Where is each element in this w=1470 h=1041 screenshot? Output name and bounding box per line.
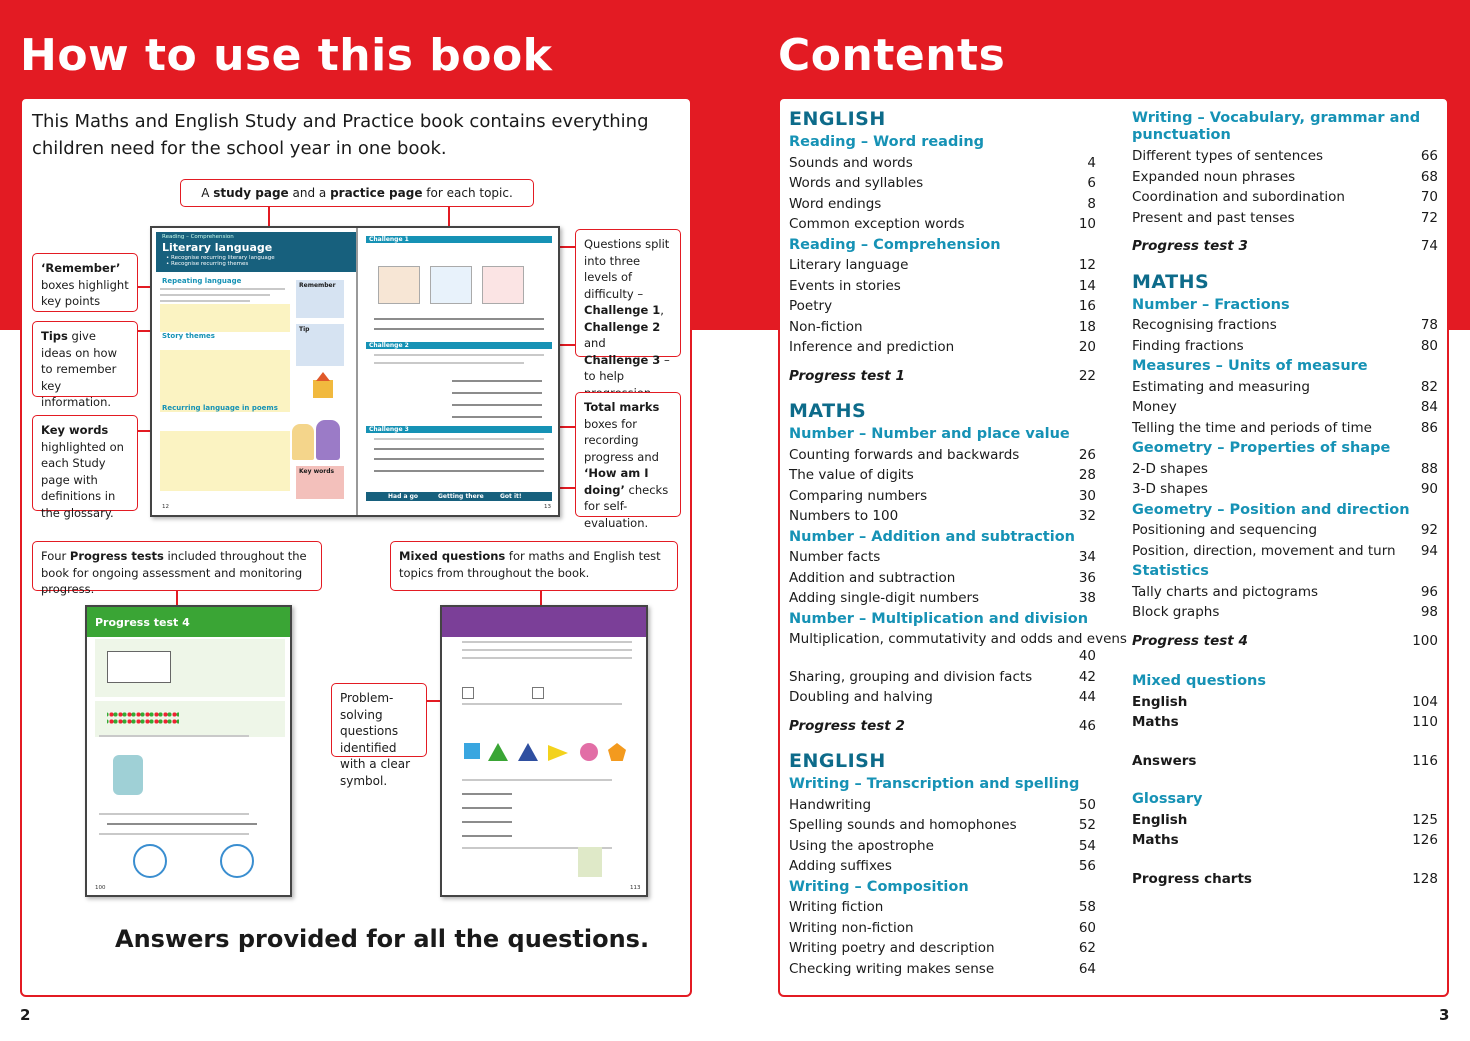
toc-entry: Writing non-fiction [789, 919, 914, 936]
toc-entry: Adding single-digit numbers [789, 590, 980, 606]
toc-progress-test: Progress test 4 [1132, 632, 1248, 649]
toc-entry: Words and syllables [789, 175, 924, 191]
toc-entry: Number facts [789, 549, 881, 565]
toc-page-number: 34 [1078, 549, 1096, 565]
toc-entry-bold: Answers [1132, 752, 1197, 769]
toc-page-number: 30 [1078, 487, 1096, 504]
toc-entry: The value of digits [789, 467, 914, 483]
intro-text: This Maths and English Study and Practice book contains everything children need for the school year in one book. [32, 111, 649, 159]
toc-entry: Literary language [789, 257, 909, 273]
toc-entry: Spelling sounds and homophones [789, 817, 1017, 833]
toc-progress-test: Progress test 1 [789, 367, 905, 384]
toc-page-number: 58 [1078, 899, 1096, 915]
toc-entry: Handwriting [789, 796, 872, 813]
toc-subheading: punctuation [1132, 127, 1231, 143]
toc-page-number: 32 [1078, 508, 1096, 524]
toc-entry: Non-fiction [789, 318, 863, 335]
toc-page-number: 10 [1078, 216, 1096, 232]
toc-entry-bold: Maths [1132, 714, 1179, 730]
toc-page-number: 12 [1078, 257, 1096, 273]
toc-entry: Different types of sentences [1132, 148, 1324, 164]
toc-page-number: 110 [1412, 714, 1438, 730]
toc-entry: Money [1132, 399, 1177, 415]
toc-section-heading: ENGLISH [789, 108, 886, 130]
toc-page-number: 66 [1420, 148, 1438, 164]
right-page-title: Contents [778, 30, 1006, 81]
toc-page-number: 128 [1412, 870, 1438, 887]
page-number-left: 2 [20, 1006, 31, 1024]
toc-entry: Multiplication, commutativity and odds and evens [789, 631, 1127, 647]
toc-page-number: 94 [1420, 542, 1438, 559]
shapes-row [462, 741, 632, 765]
left-page-title: How to use this book [20, 30, 553, 81]
toc-page-number: 78 [1420, 317, 1438, 333]
toc-page-number: 56 [1078, 858, 1096, 874]
toc-entry: Addition and subtraction [789, 569, 956, 586]
toc-page-number: 52 [1078, 817, 1096, 833]
toc-subheading: Number – Multiplication and division [789, 610, 1089, 627]
toc-page-number: 84 [1420, 399, 1438, 415]
toc-entry: 2-D shapes [1132, 460, 1208, 477]
toc-entry: Coordination and subordination [1132, 189, 1345, 205]
toc-entry: Telling the time and periods of time [1132, 419, 1372, 436]
toc-entry: Counting forwards and backwards [789, 446, 1020, 463]
toc-page-number: 98 [1420, 604, 1438, 620]
toc-entry-bold: Maths [1132, 832, 1179, 848]
toc-entry: Common exception words [789, 216, 965, 232]
toc-entry: Present and past tenses [1132, 209, 1295, 226]
toc-page-number: 68 [1420, 168, 1438, 185]
toc-subheading: Reading – Word reading [789, 134, 985, 150]
toc-page-number: 40 [1078, 648, 1096, 664]
toc-section-heading: ENGLISH [789, 750, 886, 772]
callout-problem-solving: Problem-solving questions identified with a clear symbol. [331, 683, 427, 757]
toc-subheading: Writing – Transcription and spelling [789, 776, 1080, 792]
arrow-line [540, 591, 542, 605]
toc-page-number: 22 [1078, 367, 1096, 384]
callout-key-words: Key words highlighted on each Study page with definitions in the glossary. [32, 415, 138, 511]
arrow-line [176, 591, 178, 605]
toc-progress-test: Progress test 2 [789, 717, 905, 734]
toc-entry: Doubling and halving [789, 689, 933, 705]
callout-tips: Tips give ideas on how to remember key information. [32, 321, 138, 397]
toc-entry: Expanded noun phrases [1132, 168, 1296, 185]
toc-entry: Writing poetry and description [789, 940, 995, 956]
toc-section-heading: MATHS [1132, 270, 1210, 293]
princess-illustration [292, 424, 314, 460]
toc-page-number: 60 [1078, 919, 1096, 936]
toc-page-number: 116 [1412, 752, 1438, 769]
toc-page-number: 54 [1078, 837, 1096, 854]
toc-page-number: 100 [1412, 632, 1438, 649]
callout-remember: ‘Remember’ boxes highlight key points [32, 253, 138, 312]
toc-subheading: Geometry – Position and direction [1132, 501, 1410, 518]
toc-page-number: 64 [1078, 960, 1096, 977]
toc-entry: Writing fiction [789, 899, 884, 915]
toc-subheading: Writing – Composition [789, 878, 969, 895]
toc-page-number: 82 [1420, 378, 1438, 395]
toc-page-number: 125 [1412, 811, 1438, 828]
callout-challenges: Questions split into three levels of difficulty – Challenge 1, Challenge 2 and Challenge 3 – to help [575, 229, 681, 357]
toc-page-number: 6 [1087, 175, 1096, 191]
toc-page-number: 4 [1087, 154, 1096, 171]
callout-total-marks: Total marks boxes for recording progress and ‘How am I doing’ checks for self-evaluation. [575, 392, 681, 517]
toc-page-number: 46 [1078, 717, 1096, 734]
toc-entry: Comparing numbers [789, 487, 928, 504]
callout-mixed-questions: Mixed questions for maths and English test topics from throughout the book. [390, 541, 678, 591]
toc-entry-bold: Progress charts [1132, 870, 1252, 887]
toc-page-number: 86 [1420, 419, 1438, 436]
toc-page-number: 104 [1412, 693, 1438, 710]
toc-entry: Adding suffixes [789, 858, 892, 874]
toc-entry: Word endings [789, 195, 882, 212]
toc-page-number: 44 [1078, 689, 1096, 705]
toc-entry: Events in stories [789, 277, 901, 294]
toc-subheading: Geometry – Properties of shape [1132, 440, 1391, 456]
toc-page-number: 126 [1412, 832, 1438, 848]
toc-entry: Poetry [789, 298, 833, 314]
toc-entry: Tally charts and pictograms [1132, 583, 1319, 600]
toc-page-number: 16 [1078, 298, 1096, 314]
toc-entry-bold: English [1132, 693, 1188, 710]
toc-page-number: 42 [1078, 668, 1096, 685]
toc-page-number: 38 [1078, 590, 1096, 606]
toc-subheading: Number – Addition and subtraction [789, 528, 1075, 545]
toc-page-number: 28 [1078, 467, 1096, 483]
toc-page-number: 96 [1420, 583, 1438, 600]
toc-entry: Recognising fractions [1132, 317, 1277, 333]
toc-entry: Inference and prediction [789, 339, 955, 355]
mixed-questions-thumbnail: 113 [440, 605, 648, 897]
toc-page-number: 8 [1087, 195, 1096, 212]
toc-entry: Numbers to 100 [789, 508, 899, 524]
toc-subheading: Writing – Vocabulary, grammar and [1132, 110, 1421, 126]
toc-entry: 3-D shapes [1132, 481, 1208, 497]
toc-page-number: 88 [1420, 460, 1438, 477]
toc-entry-bold: English [1132, 811, 1188, 828]
toc-progress-test: Progress test 3 [1132, 238, 1248, 254]
toc-entry: Using the apostrophe [789, 837, 934, 854]
toc-entry: Block graphs [1132, 604, 1220, 620]
toc-page-number: 72 [1420, 209, 1438, 226]
toc-subheading: Mixed questions [1132, 673, 1266, 689]
toc-entry: Sharing, grouping and division facts [789, 668, 1033, 685]
toc-page-number: 74 [1420, 238, 1438, 254]
toc-page-number: 92 [1420, 522, 1438, 538]
toc-page-number: 14 [1078, 277, 1096, 294]
toc-subheading: Glossary [1132, 791, 1203, 807]
progress-test-thumbnail: Progress test 4 100 [85, 605, 292, 897]
castle-illustration [310, 372, 336, 400]
toc-section-heading: MATHS [789, 400, 867, 422]
toc-page-number: 70 [1420, 189, 1438, 205]
toc-entry: Estimating and measuring [1132, 378, 1310, 395]
toc-page-number: 50 [1078, 796, 1096, 813]
toc-entry: Finding fractions [1132, 337, 1244, 354]
toc-subheading: Statistics [1132, 563, 1209, 579]
page-number-right: 3 [1439, 1006, 1450, 1024]
toc-entry: Position, direction, movement and turn [1132, 542, 1396, 559]
toc-page-number: 26 [1078, 446, 1096, 463]
toc-page-number: 18 [1078, 318, 1096, 335]
toc-subheading: Number – Number and place value [789, 426, 1070, 442]
toc-page-number: 20 [1078, 339, 1096, 355]
answers-provided-text: Answers provided for all the questions. [115, 925, 650, 953]
wizard-illustration [316, 420, 340, 460]
toc-page-number: 36 [1078, 569, 1096, 586]
toc-entry: Checking writing makes sense [789, 960, 995, 977]
toc-page-number: 90 [1420, 481, 1438, 497]
toc-subheading: Reading – Comprehension [789, 236, 1001, 253]
study-practice-spread-thumbnail: Reading – Comprehension Literary language • Recognise recurring literary language • Recognise recurring themes Repeating language Story themes Recurring language in poems Remember Tip Key words 12 Challenge 1 Challenge 2 Challenge 3 Had a go Getting there Got it! 13 [150, 226, 560, 517]
toc-page-number: 80 [1420, 337, 1438, 354]
toc-subheading: Measures – Units of measure [1132, 358, 1368, 374]
callout-progress-tests: Four Progress tests included throughout the book for ongoing assessment and monitoring progress. [32, 541, 322, 591]
callout-study-practice: A study page and a practice page for each topic. [180, 179, 534, 207]
toc-entry: Sounds and words [789, 154, 913, 171]
toc-subheading: Number – Fractions [1132, 296, 1290, 313]
toc-page-number: 62 [1078, 940, 1096, 956]
toc-entry: Positioning and sequencing [1132, 522, 1318, 538]
